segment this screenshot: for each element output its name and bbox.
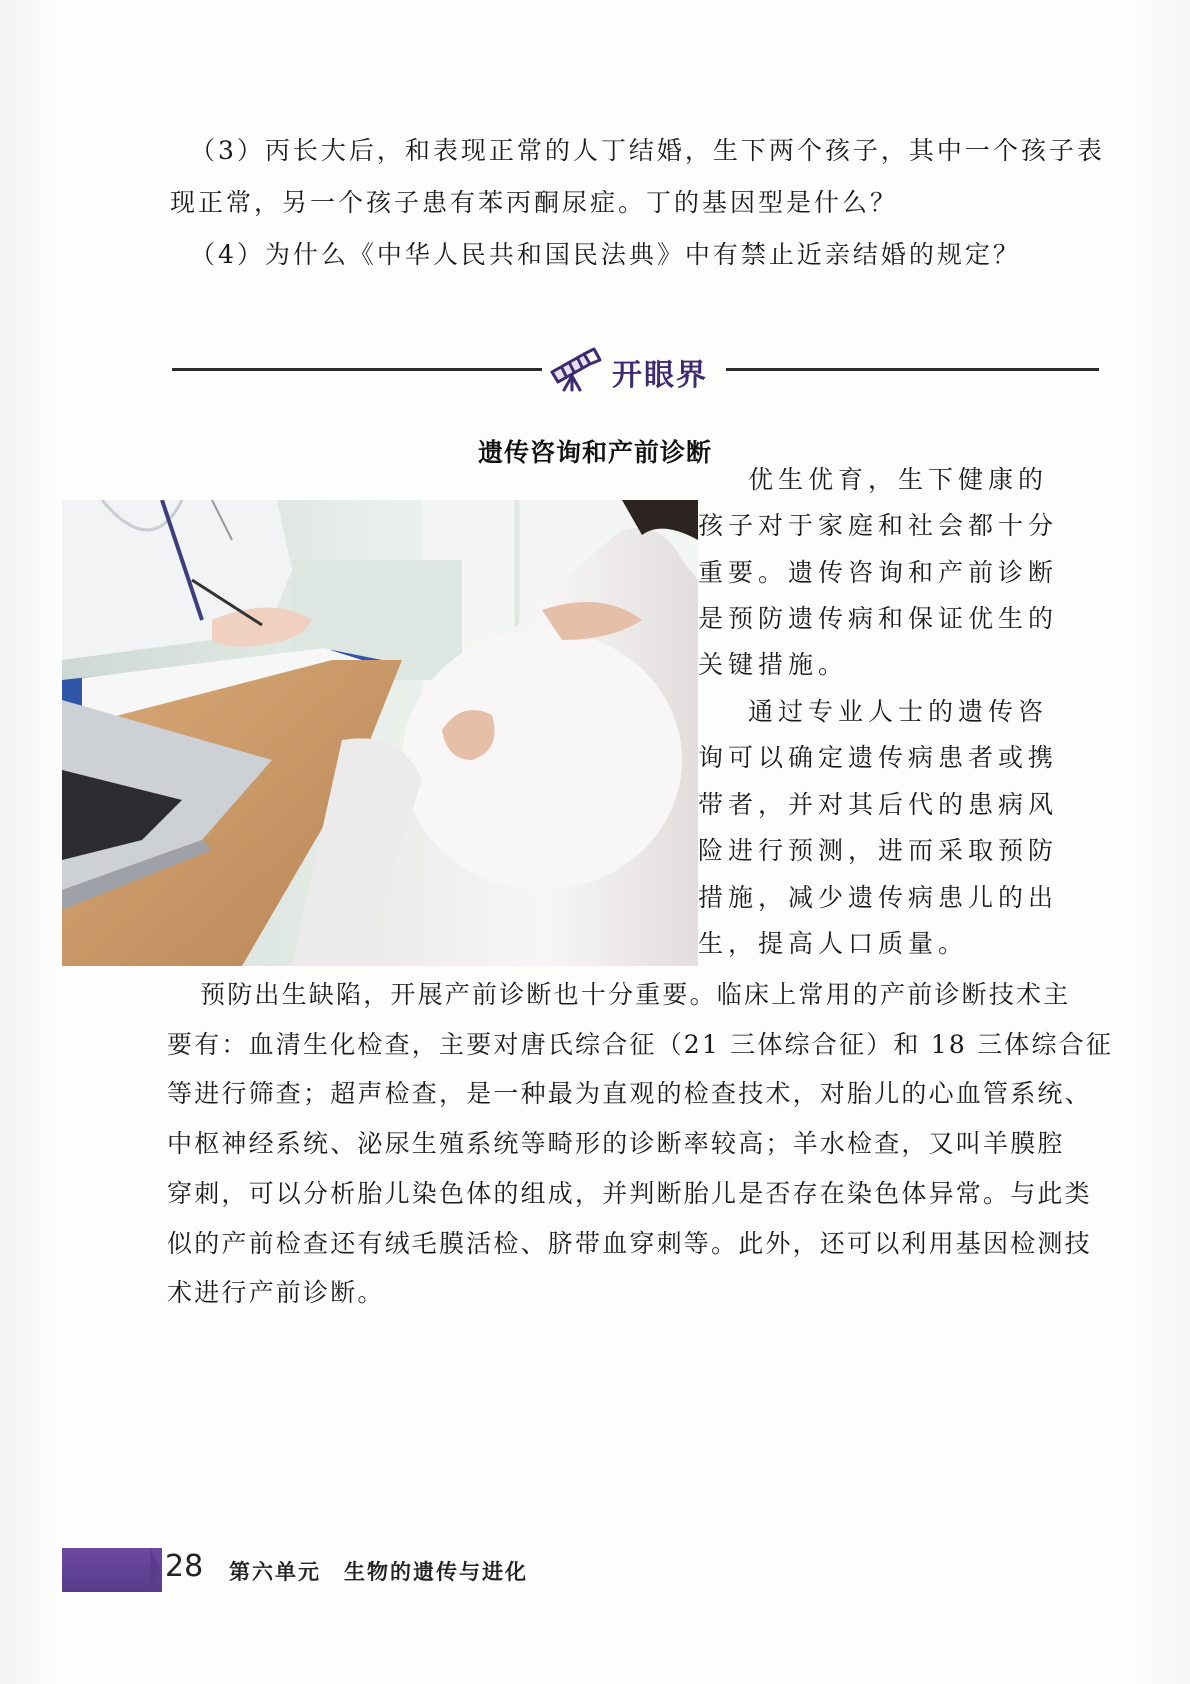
side-text-line: 带者，并对其后代的患病风 <box>698 790 1059 819</box>
side-text-line: 重要。遗传咨询和产前诊断 <box>698 558 1059 587</box>
section-header-title: 开眼界 <box>612 358 708 393</box>
telescope-icon <box>548 346 602 392</box>
side-text-line: 优生优育，生下健康的 <box>748 465 1049 494</box>
article-title: 遗传咨询和产前诊断 <box>477 438 712 467</box>
prenatal-consultation-photo <box>62 500 698 966</box>
body-text-line: 穿刺，可以分析胎儿染色体的组成，并判断胎儿是否存在染色体异常。与此类 <box>167 1179 1092 1208</box>
unit-title: 第六单元 生物的遗传与进化 <box>229 1559 528 1584</box>
side-text-line: 险进行预测，进而采取预防 <box>698 836 1059 865</box>
side-text-line: 询可以确定遗传病患者或携 <box>698 743 1059 772</box>
side-text-line: 生，提高人口质量。 <box>698 929 969 958</box>
body-text-line: 等进行筛查；超声检查，是一种最为直观的检查技术，对胎儿的心血管系统、 <box>167 1079 1092 1108</box>
question-4: （4）为什么《中华人民共和国民法典》中有禁止近亲结婚的规定？ <box>190 240 1021 269</box>
side-text-line: 通过专业人士的遗传咨 <box>748 697 1049 726</box>
body-text-line: 术进行产前诊断。 <box>167 1278 385 1307</box>
side-text-line: 孩子对于家庭和社会都十分 <box>698 511 1059 540</box>
page-number: 28 <box>165 1549 204 1584</box>
body-text-line: 预防出生缺陷，开展产前诊断也十分重要。临床上常用的产前诊断技术主 <box>200 980 1071 1009</box>
body-text-line: 要有：血清生化检查，主要对唐氏综合征（21 三体综合征）和 18 三体综合征 <box>167 1030 1114 1059</box>
question-3-line-1: （3）丙长大后，和表现正常的人丁结婚，生下两个孩子，其中一个孩子表 <box>190 136 1105 165</box>
header-rule-left <box>172 368 542 371</box>
footer-accent-bar <box>62 1548 162 1592</box>
body-text-line: 似的产前检查还有绒毛膜活检、脐带血穿刺等。此外，还可以利用基因检测技 <box>167 1229 1092 1258</box>
body-text-line: 中枢神经系统、泌尿生殖系统等畸形的诊断率较高；羊水检查，又叫羊膜腔 <box>167 1129 1065 1158</box>
side-text-line: 措施，减少遗传病患儿的出 <box>698 883 1059 912</box>
footer-accent-tip <box>150 1548 160 1592</box>
side-text-line: 是预防遗传病和保证优生的 <box>698 604 1059 633</box>
side-text-line: 关键措施。 <box>698 650 849 679</box>
question-3-line-2: 现正常，另一个孩子患有苯丙酮尿症。丁的基因型是什么？ <box>170 188 899 217</box>
header-rule-right <box>726 368 1099 371</box>
